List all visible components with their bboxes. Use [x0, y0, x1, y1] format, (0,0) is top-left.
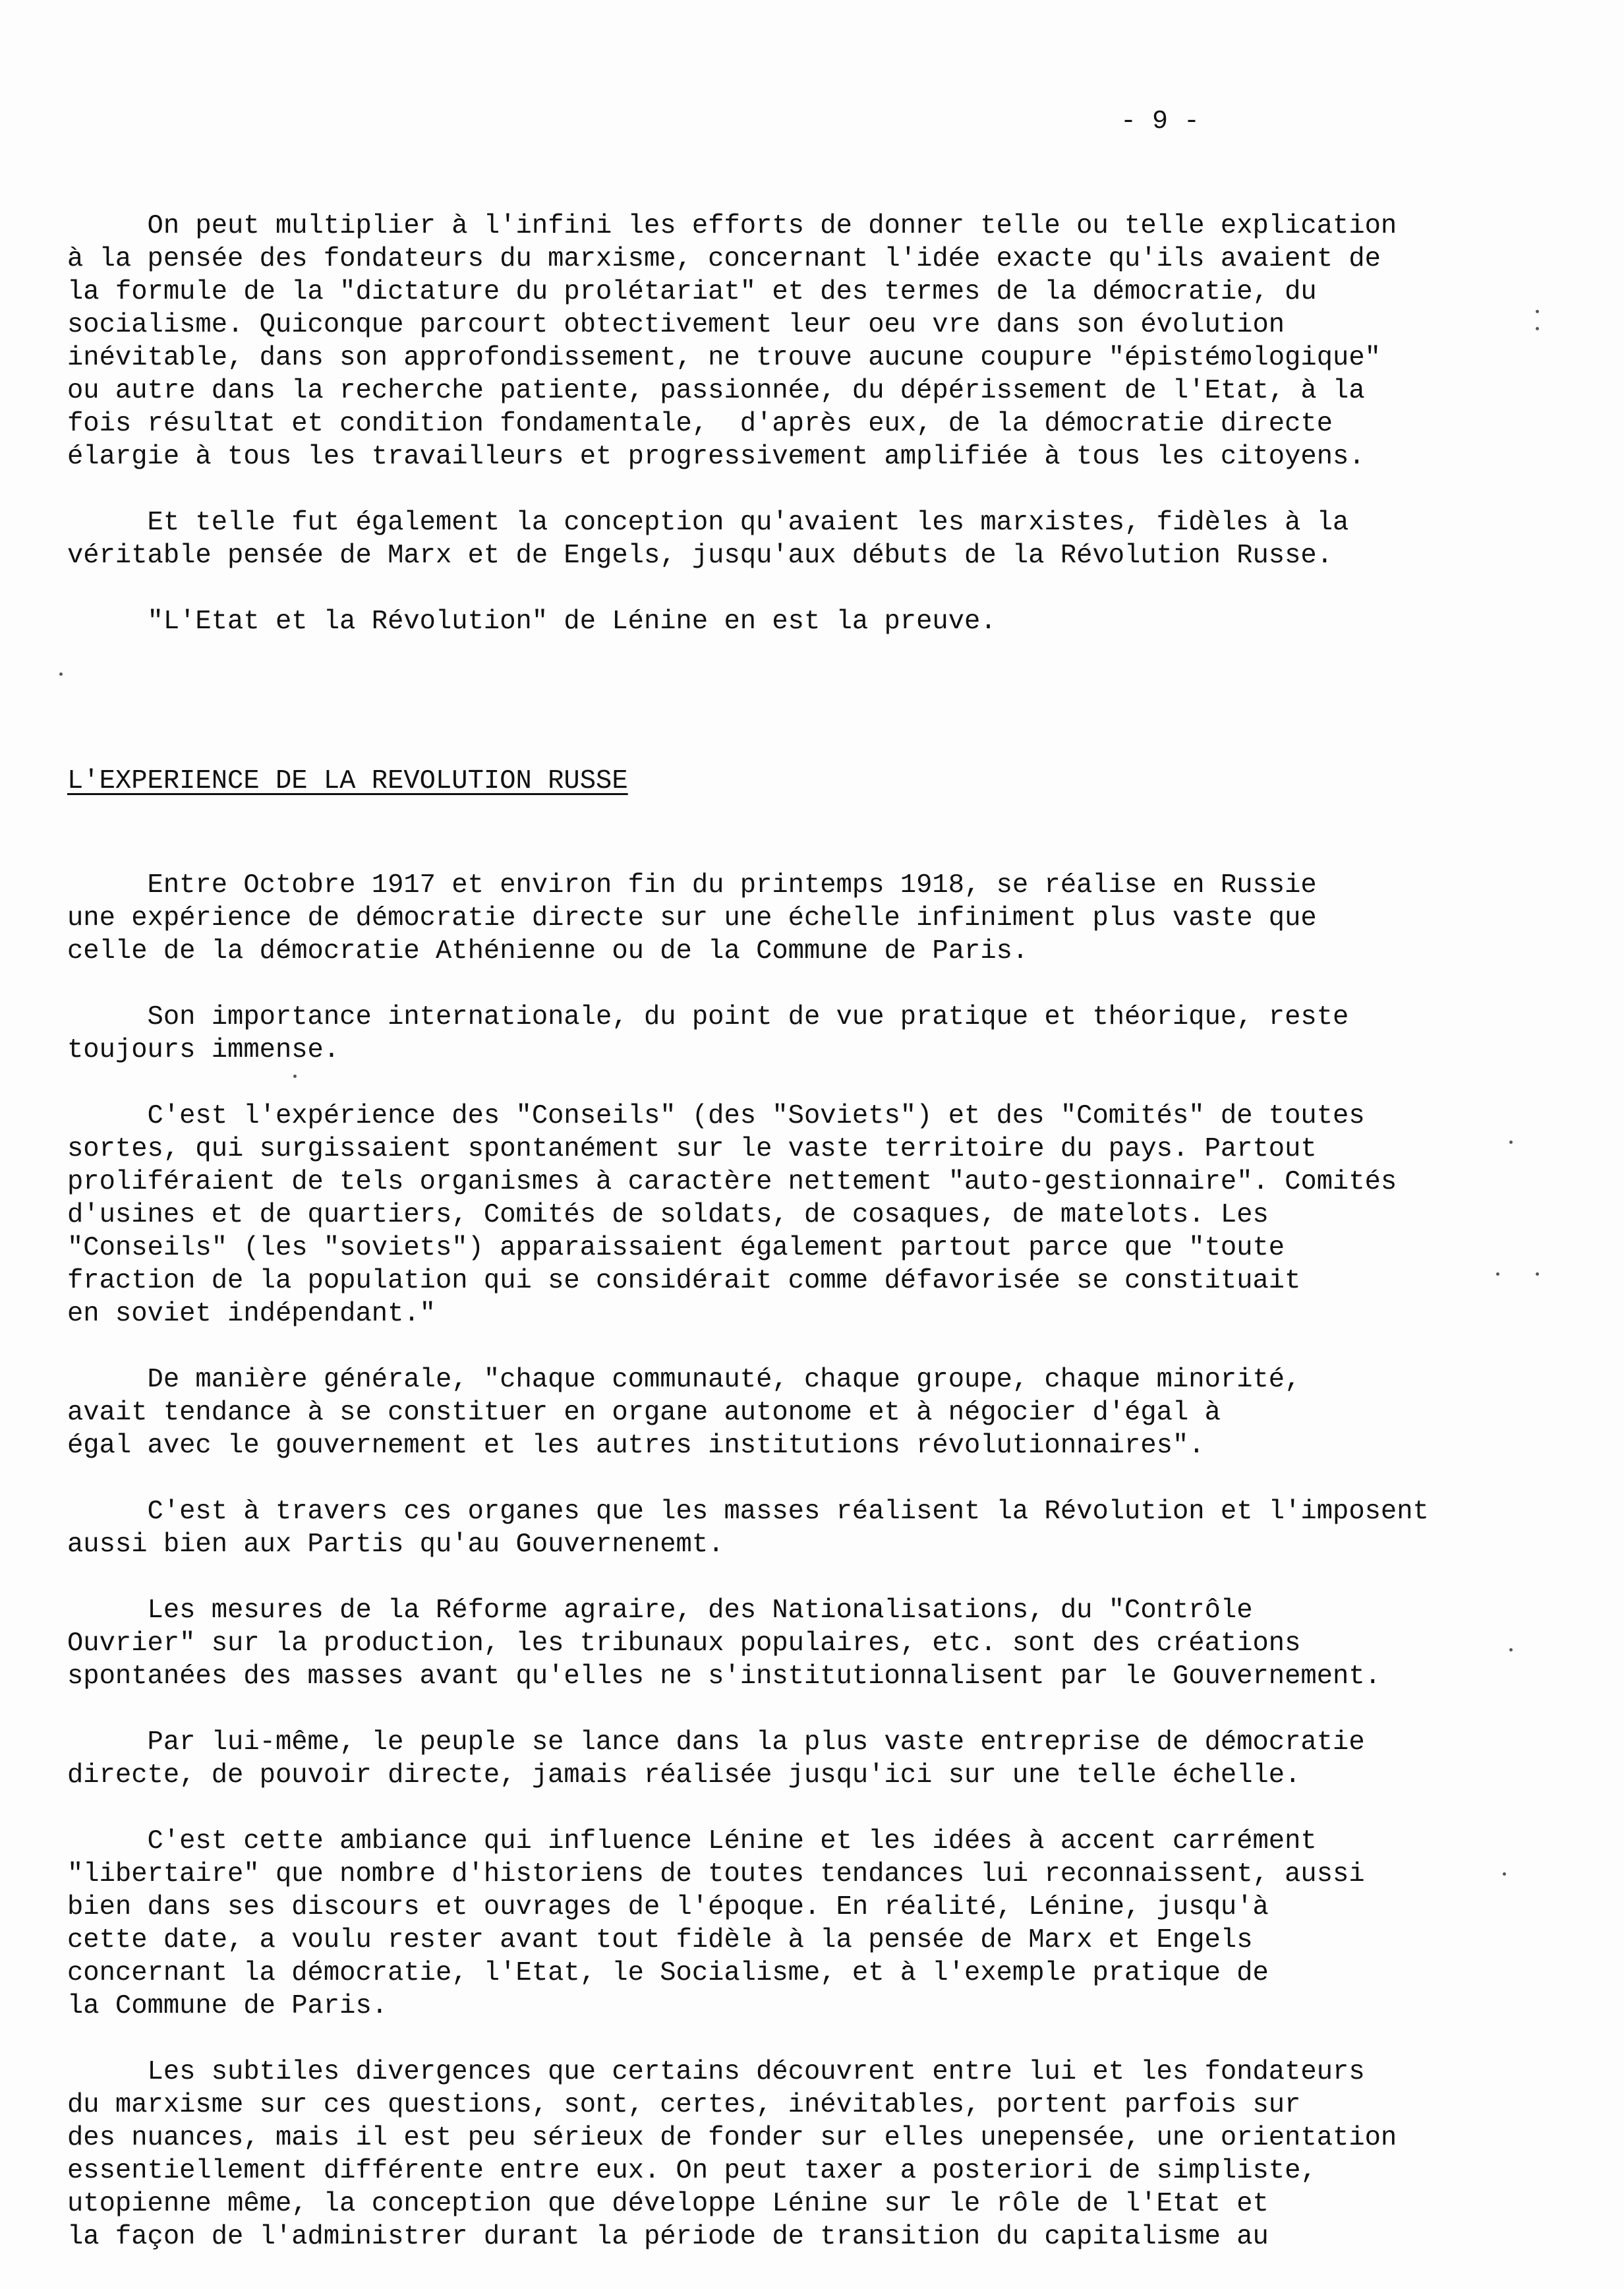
text-line: inévitable, dans son approfondissement, ne trouve aucune coupure "épistémologique"	[67, 343, 1381, 373]
section-heading: L'EXPERIENCE DE LA REVOLUTION RUSSE	[67, 766, 628, 796]
scan-speck	[1509, 1648, 1513, 1651]
scan-speck	[293, 1075, 297, 1078]
text-line: une expérience de démocratie directe sur une échelle infiniment plus vaste que	[67, 903, 1317, 934]
text-line: Les subtiles divergences que certains découvrent entre lui et les fondateurs	[67, 2057, 1365, 2087]
text-line: véritable pensée de Marx et de Engels, jusqu'aux débuts de la Révolution Russe.	[67, 541, 1333, 571]
text-line: la façon de l'administrer durant la période de transition du capitalisme au	[67, 2222, 1269, 2252]
text-line: Et telle fut également la conception qu'avaient les marxistes, fidèles à la	[67, 508, 1349, 538]
paragraph	[67, 1825, 1557, 2023]
text-line: la Commune de Paris.	[67, 1991, 388, 2021]
text-line: d'usines et de quartiers, Comités de soldats, de cosaques, de matelots. Les	[67, 1200, 1269, 1230]
scan-speck	[1536, 327, 1539, 330]
paragraph	[67, 1495, 1557, 1561]
text-line: fois résultat et condition fondamentale, d'après eux, de la démocratie directe	[67, 409, 1333, 439]
text-line: spontanées des masses avant qu'elles ne s'institutionnalisent par le Gouvernement.	[67, 1661, 1381, 1692]
paragraph	[67, 1001, 1557, 1067]
text-line: la formule de la "dictature du prolétariat" et des termes de la démocratie, du	[67, 277, 1317, 307]
text-line: C'est l'expérience des "Conseils" (des "Soviets") et des "Comités" de toutes	[67, 1101, 1365, 1131]
scan-speck	[1536, 310, 1539, 313]
text-line: Entre Octobre 1917 et environ fin du printemps 1918, se réalise en Russie	[67, 870, 1317, 901]
text-line: du marxisme sur ces questions, sont, certes, inévitables, portent parfois sur	[67, 2090, 1301, 2120]
text-line: élargie à tous les travailleurs et progressivement amplifiée à tous les citoyens.	[67, 442, 1365, 472]
paragraph	[67, 2056, 1557, 2253]
text-line: proliféraient de tels organismes à caractère nettement "auto-gestionnaire". Comités	[67, 1167, 1397, 1197]
text-line: socialisme. Quiconque parcourt obtectivement leur oeu vre dans son évolution	[67, 310, 1285, 340]
text-line: Par lui-même, le peuple se lance dans la plus vaste entreprise de démocratie	[67, 1727, 1365, 1758]
text-line: Son importance internationale, du point de vue pratique et théorique, reste	[67, 1002, 1349, 1032]
text-line: à la pensée des fondateurs du marxisme, concernant l'idée exacte qu'ils avaient de	[67, 244, 1381, 274]
text-line: sortes, qui surgissaient spontanément sur le vaste territoire du pays. Partout	[67, 1134, 1317, 1164]
text-line: C'est cette ambiance qui influence Lénine et les idées à accent carrément	[67, 1826, 1317, 1857]
text-line: avait tendance à se constituer en organe autonome et à négocier d'égal à	[67, 1398, 1221, 1428]
text-line: en soviet indépendant."	[67, 1299, 436, 1329]
scan-speck	[1496, 1272, 1499, 1276]
text-line: Les mesures de la Réforme agraire, des Nationalisations, du "Contrôle	[67, 1595, 1253, 1626]
paragraph	[67, 869, 1557, 968]
text-line: On peut multiplier à l'infini les efforts de donner telle ou telle explication	[67, 211, 1397, 241]
paragraph	[67, 1726, 1557, 1792]
text-line: Ouvrier" sur la production, les tribunaux populaires, etc. sont des créations	[67, 1628, 1301, 1659]
text-line: ou autre dans la recherche patiente, passionnée, du dépérissement de l'Etat, à la	[67, 376, 1365, 406]
paragraph	[67, 605, 1557, 638]
intro-text	[67, 210, 1557, 671]
text-line: fraction de la population qui se considérait comme défavorisée se constituait	[67, 1266, 1301, 1296]
text-line: essentiellement différente entre eux. On peut taxer a posteriori de simpliste,	[67, 2156, 1317, 2186]
text-line: C'est à travers ces organes que les masses réalisent la Révolution et l'imposent	[67, 1497, 1429, 1527]
scan-speck	[1536, 1272, 1539, 1276]
paragraph	[67, 210, 1557, 473]
text-line: "L'Etat et la Révolution" de Lénine en est la preuve.	[67, 607, 997, 637]
text-line: bien dans ses discours et ouvrages de l'époque. En réalité, Lénine, jusqu'à	[67, 1892, 1269, 1922]
text-line: égal avec le gouvernement et les autres institutions révolutionnaires".	[67, 1431, 1205, 1461]
text-line: concernant la démocratie, l'Etat, le Socialisme, et à l'exemple pratique de	[67, 1958, 1269, 1988]
text-line: "Conseils" (les "soviets") apparaissaient également partout parce que "toute	[67, 1233, 1285, 1263]
scan-speck	[59, 672, 63, 676]
page-number: - 9 -	[1120, 107, 1200, 136]
scan-speck	[1509, 1141, 1513, 1144]
text-line: toujours immense.	[67, 1035, 340, 1065]
text-line: directe, de pouvoir directe, jamais réalisée jusqu'ici sur une telle échelle.	[67, 1760, 1301, 1791]
text-line: utopienne même, la conception que développe Lénine sur le rôle de l'Etat et	[67, 2189, 1269, 2219]
scan-speck	[1503, 1872, 1506, 1876]
text-line: cette date, a voulu rester avant tout fidèle à la pensée de Marx et Engels	[67, 1925, 1253, 1955]
text-line: celle de la démocratie Athénienne ou de la Commune de Paris.	[67, 936, 1029, 966]
paragraph	[67, 1100, 1557, 1330]
text-line: De manière générale, "chaque communauté, chaque groupe, chaque minorité,	[67, 1365, 1301, 1395]
text-line: aussi bien aux Partis qu'au Gouvernenemt.	[67, 1530, 724, 1560]
text-line: des nuances, mais il est peu sérieux de fonder sur elles unepensée, une orientation	[67, 2123, 1397, 2153]
paragraph	[67, 1363, 1557, 1462]
paragraph	[67, 506, 1557, 572]
paragraph	[67, 1594, 1557, 1693]
section-body	[67, 869, 1557, 2286]
text-line: "libertaire" que nombre d'historiens de toutes tendances lui reconnaissent, aussi	[67, 1859, 1365, 1889]
